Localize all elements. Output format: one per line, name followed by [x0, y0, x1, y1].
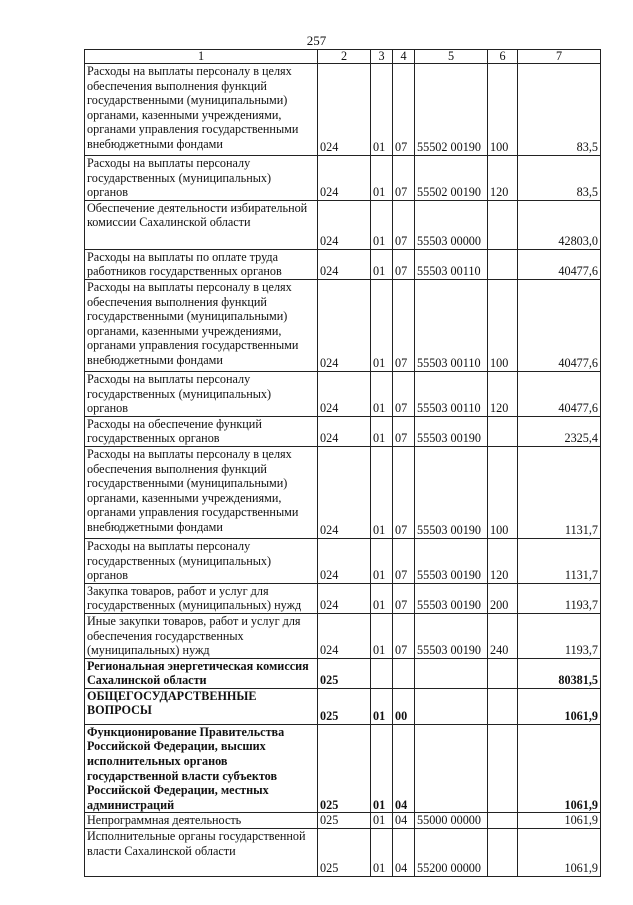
row-grbs: 024	[318, 613, 371, 658]
row-subsection: 04	[393, 724, 415, 813]
row-target-article: 55503 00110	[415, 279, 488, 371]
row-target-article	[415, 688, 488, 724]
header-col-3: 3	[371, 50, 393, 64]
row-label: Обеспечение деятельности избирательной комиссии Сахалинской области	[85, 200, 318, 249]
table-row	[85, 416, 601, 446]
row-section: 01	[371, 64, 393, 156]
row-subsection: 07	[393, 156, 415, 201]
row-section: 01	[371, 538, 393, 583]
header-col-7: 7	[518, 50, 601, 64]
row-grbs: 024	[318, 156, 371, 201]
row-amount: 40477,6	[518, 279, 601, 371]
row-amount: 1131,7	[518, 446, 601, 538]
row-amount: 1193,7	[518, 583, 601, 613]
row-amount: 2325,4	[518, 416, 601, 446]
row-target-article: 55502 00190	[415, 156, 488, 201]
row-expense-type: 100	[488, 279, 518, 371]
row-expense-type: 120	[488, 156, 518, 201]
row-expense-type	[488, 688, 518, 724]
row-label: Непрограммная деятельность	[85, 813, 318, 829]
row-subsection	[393, 658, 415, 688]
row-subsection: 00	[393, 688, 415, 724]
table-row	[85, 371, 601, 416]
row-amount: 1061,9	[518, 813, 601, 829]
table-row	[85, 200, 601, 249]
row-section: 01	[371, 446, 393, 538]
row-grbs: 024	[318, 200, 371, 249]
table-row	[85, 688, 601, 724]
row-label: Расходы на выплаты персоналу в целях обеспечения выполнения функций государственными (муниципальными) органами, казенными учреждениями, органами управления государственными внебюджетными фондами	[85, 64, 318, 156]
row-amount: 83,5	[518, 64, 601, 156]
row-grbs: 025	[318, 658, 371, 688]
row-target-article: 55503 00190	[415, 583, 488, 613]
header-col-1: 1	[85, 50, 318, 64]
row-section: 01	[371, 829, 393, 877]
table-row	[85, 583, 601, 613]
header-row	[85, 50, 601, 64]
table-row	[85, 613, 601, 658]
row-section: 01	[371, 724, 393, 813]
row-amount: 1193,7	[518, 613, 601, 658]
row-label: ОБЩЕГОСУДАРСТВЕННЫЕ ВОПРОСЫ	[85, 688, 318, 724]
row-grbs: 024	[318, 64, 371, 156]
page-number: 257	[306, 33, 327, 48]
row-amount: 1061,9	[518, 688, 601, 724]
row-subsection: 07	[393, 613, 415, 658]
row-grbs: 024	[318, 279, 371, 371]
row-amount: 80381,5	[518, 658, 601, 688]
row-subsection: 07	[393, 64, 415, 156]
row-target-article: 55503 00190	[415, 446, 488, 538]
row-grbs: 025	[318, 813, 371, 829]
row-subsection: 07	[393, 279, 415, 371]
row-label: Расходы на выплаты персоналу в целях обеспечения выполнения функций государственными (муниципальными) органами, казенными учреждениями, органами управления государственными внебюджетными фондами	[85, 279, 318, 371]
row-expense-type	[488, 724, 518, 813]
row-label: Расходы на выплаты персоналу в целях обеспечения выполнения функций государственными (муниципальными) органами, казенными учреждениями, органами управления государственными внебюджетными фондами	[85, 446, 318, 538]
row-grbs: 025	[318, 829, 371, 877]
row-target-article: 55502 00190	[415, 64, 488, 156]
table-row	[85, 829, 601, 877]
row-label: Расходы на выплаты по оплате труда работников государственных органов	[85, 249, 318, 279]
row-target-article: 55503 00110	[415, 371, 488, 416]
table-row	[85, 64, 601, 156]
row-section: 01	[371, 156, 393, 201]
table-row	[85, 249, 601, 279]
row-section: 01	[371, 371, 393, 416]
row-expense-type: 200	[488, 583, 518, 613]
row-expense-type	[488, 658, 518, 688]
row-expense-type: 100	[488, 64, 518, 156]
row-grbs: 025	[318, 688, 371, 724]
row-label: Региональная энергетическая комиссия Сахалинской области	[85, 658, 318, 688]
row-section: 01	[371, 249, 393, 279]
row-amount: 1131,7	[518, 538, 601, 583]
row-expense-type	[488, 829, 518, 877]
row-label: Расходы на выплаты персоналу государственных (муниципальных) органов	[85, 371, 318, 416]
header-col-4: 4	[393, 50, 415, 64]
row-amount: 40477,6	[518, 249, 601, 279]
row-section: 01	[371, 813, 393, 829]
row-expense-type	[488, 249, 518, 279]
row-grbs: 024	[318, 446, 371, 538]
row-target-article	[415, 658, 488, 688]
row-expense-type	[488, 200, 518, 249]
table-row	[85, 446, 601, 538]
row-grbs: 024	[318, 538, 371, 583]
row-target-article: 55503 00190	[415, 613, 488, 658]
row-expense-type	[488, 416, 518, 446]
row-expense-type: 120	[488, 538, 518, 583]
row-target-article: 55503 00000	[415, 200, 488, 249]
header-col-5: 5	[415, 50, 488, 64]
row-section: 01	[371, 613, 393, 658]
table-row	[85, 658, 601, 688]
row-subsection: 07	[393, 249, 415, 279]
row-grbs: 024	[318, 249, 371, 279]
row-amount: 40477,6	[518, 371, 601, 416]
row-section: 01	[371, 279, 393, 371]
row-label: Расходы на обеспечение функций государственных органов	[85, 416, 318, 446]
row-expense-type: 120	[488, 371, 518, 416]
row-label: Исполнительные органы государственной власти Сахалинской области	[85, 829, 318, 877]
table-row	[85, 538, 601, 583]
table-row	[85, 813, 601, 829]
row-subsection: 07	[393, 538, 415, 583]
row-subsection: 07	[393, 200, 415, 249]
row-label: Закупка товаров, работ и услуг для государственных (муниципальных) нужд	[85, 583, 318, 613]
row-subsection: 07	[393, 371, 415, 416]
row-target-article: 55200 00000	[415, 829, 488, 877]
row-amount: 1061,9	[518, 829, 601, 877]
row-grbs: 024	[318, 583, 371, 613]
table-row	[85, 279, 601, 371]
row-target-article: 55503 00190	[415, 538, 488, 583]
header-col-2: 2	[318, 50, 371, 64]
row-expense-type: 240	[488, 613, 518, 658]
row-subsection: 04	[393, 829, 415, 877]
row-subsection: 07	[393, 446, 415, 538]
row-subsection: 07	[393, 583, 415, 613]
row-label: Иные закупки товаров, работ и услуг для обеспечения государственных (муниципальных) нужд	[85, 613, 318, 658]
row-grbs: 025	[318, 724, 371, 813]
row-target-article: 55503 00190	[415, 416, 488, 446]
row-grbs: 024	[318, 416, 371, 446]
row-label: Расходы на выплаты персоналу государственных (муниципальных) органов	[85, 156, 318, 201]
row-grbs: 024	[318, 371, 371, 416]
row-target-article: 55503 00110	[415, 249, 488, 279]
row-section: 01	[371, 688, 393, 724]
row-section: 01	[371, 200, 393, 249]
budget-table	[84, 49, 601, 877]
row-amount: 42803,0	[518, 200, 601, 249]
row-label: Функционирование Правительства Российской Федерации, высших исполнительных органов государственной власти субъектов Российской Федерации, местных администраций	[85, 724, 318, 813]
header-col-6: 6	[488, 50, 518, 64]
row-target-article	[415, 724, 488, 813]
table-row	[85, 156, 601, 201]
row-section: 01	[371, 583, 393, 613]
table-row	[85, 724, 601, 813]
row-label: Расходы на выплаты персоналу государственных (муниципальных) органов	[85, 538, 318, 583]
row-target-article: 55000 00000	[415, 813, 488, 829]
row-amount: 83,5	[518, 156, 601, 201]
row-amount: 1061,9	[518, 724, 601, 813]
row-section	[371, 658, 393, 688]
row-subsection: 07	[393, 416, 415, 446]
row-section: 01	[371, 416, 393, 446]
row-expense-type: 100	[488, 446, 518, 538]
row-expense-type	[488, 813, 518, 829]
row-subsection: 04	[393, 813, 415, 829]
